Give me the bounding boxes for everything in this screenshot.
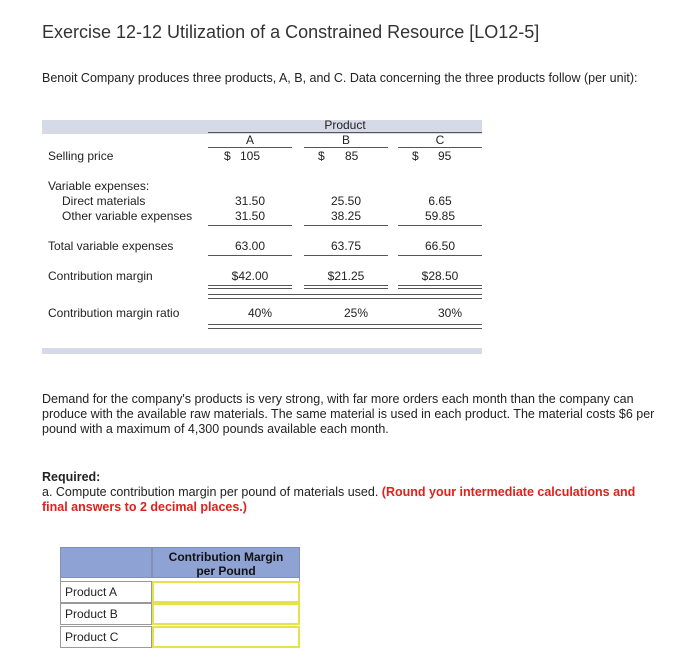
direct-materials-label: Direct materials <box>62 194 146 208</box>
subtotal-rule-a <box>208 225 292 226</box>
col-c-rule <box>398 147 482 148</box>
subtotal-rule-b <box>304 225 388 226</box>
cm-ratio-c: 30% <box>437 306 463 320</box>
selling-price-label: Selling price <box>48 149 114 163</box>
demand-paragraph: Demand for the company's products is very strong, with far more orders each month than the company can produce with the available raw materials. The same material is used in each product. The material costs $6 per pound with a maximum of 4,300 pounds available each month. <box>42 392 655 436</box>
product-a-cm-per-pound-input[interactable] <box>152 581 300 603</box>
direct-materials-c: 6.65 <box>428 194 452 208</box>
direct-materials-a: 31.50 <box>234 194 266 208</box>
selling-price-b-currency: $ <box>318 149 325 163</box>
col-b-header: B <box>341 133 350 147</box>
col-b-rule <box>304 147 388 148</box>
contribution-margin-label: Contribution margin <box>48 269 153 283</box>
total-variable-a: 63.00 <box>234 239 266 253</box>
total-variable-c: 66.50 <box>424 239 456 253</box>
ratio-bottom-rule1 <box>208 324 482 325</box>
direct-materials-b: 25.50 <box>330 194 362 208</box>
subtotal-rule-c <box>398 225 482 226</box>
exercise-title: Exercise 12-12 Utilization of a Constrained Resource [LO12-5] <box>42 22 540 42</box>
required-section <box>42 470 662 515</box>
selling-price-b: 85 <box>345 149 359 163</box>
col-c-header: C <box>435 133 445 147</box>
other-variable-c: 59.85 <box>424 209 456 223</box>
contribution-margin-b: $21.25 <box>327 269 365 283</box>
selling-price-c-currency: $ <box>412 149 419 163</box>
selling-price-a-currency: $ <box>224 149 231 163</box>
cm-rule2-b <box>304 288 388 289</box>
answer-row-label-b: Product B <box>60 603 152 625</box>
required-item-a <box>42 485 662 515</box>
total-variable-label: Total variable expenses <box>48 239 174 253</box>
total-variable-b: 63.75 <box>330 239 362 253</box>
cm-rule1-a <box>208 285 292 286</box>
other-variable-b: 38.25 <box>330 209 362 223</box>
other-variable-a: 31.50 <box>234 209 266 223</box>
selling-price-c: 95 <box>438 149 452 163</box>
cm-ratio-b: 25% <box>343 306 369 320</box>
contribution-margin-a: $42.00 <box>231 269 269 283</box>
total-rule-c <box>398 255 482 256</box>
cm-rule2-c <box>398 288 482 289</box>
ratio-top-rule2 <box>208 298 482 299</box>
answer-row-label-a: Product A <box>60 581 152 603</box>
required-heading: Required: <box>42 470 101 484</box>
required-item-a-text: a. Compute contribution margin per pound of materials used. <box>42 485 379 499</box>
ratio-top-rule1 <box>208 294 482 295</box>
col-a-rule <box>208 147 292 148</box>
rounding-note: (Round your intermediate calculations and final answers to 2 decimal places.) <box>42 485 636 514</box>
answer-table-header <box>152 547 300 578</box>
table-bottom-band <box>42 348 482 354</box>
col-a-header: A <box>245 133 254 147</box>
selling-price-a: 105 <box>240 149 261 163</box>
product-b-cm-per-pound-input[interactable] <box>152 603 300 625</box>
cm-rule2-a <box>208 288 292 289</box>
cm-ratio-label: Contribution margin ratio <box>48 306 180 320</box>
cm-rule1-c <box>398 285 482 286</box>
variable-expenses-label: Variable expenses: <box>48 179 150 193</box>
answer-row-label-c: Product C <box>60 626 152 648</box>
other-variable-label: Other variable expenses <box>62 209 193 223</box>
total-rule-a <box>208 255 292 256</box>
contribution-margin-c: $28.50 <box>421 269 459 283</box>
total-rule-b <box>304 255 388 256</box>
cm-rule1-b <box>304 285 388 286</box>
answer-table-corner <box>60 547 152 578</box>
ratio-bottom-rule2 <box>208 328 482 329</box>
answer-header-line2: per Pound <box>196 564 256 578</box>
product-c-cm-per-pound-input[interactable] <box>152 626 300 648</box>
intro-text: Benoit Company produces three products, A, B, and C. Data concerning the three products follow (per unit): <box>42 71 638 85</box>
product-data-table <box>42 112 482 354</box>
cm-ratio-a: 40% <box>247 306 273 320</box>
product-header: Product <box>324 118 366 132</box>
answer-header-line1: Contribution Margin <box>168 550 284 564</box>
